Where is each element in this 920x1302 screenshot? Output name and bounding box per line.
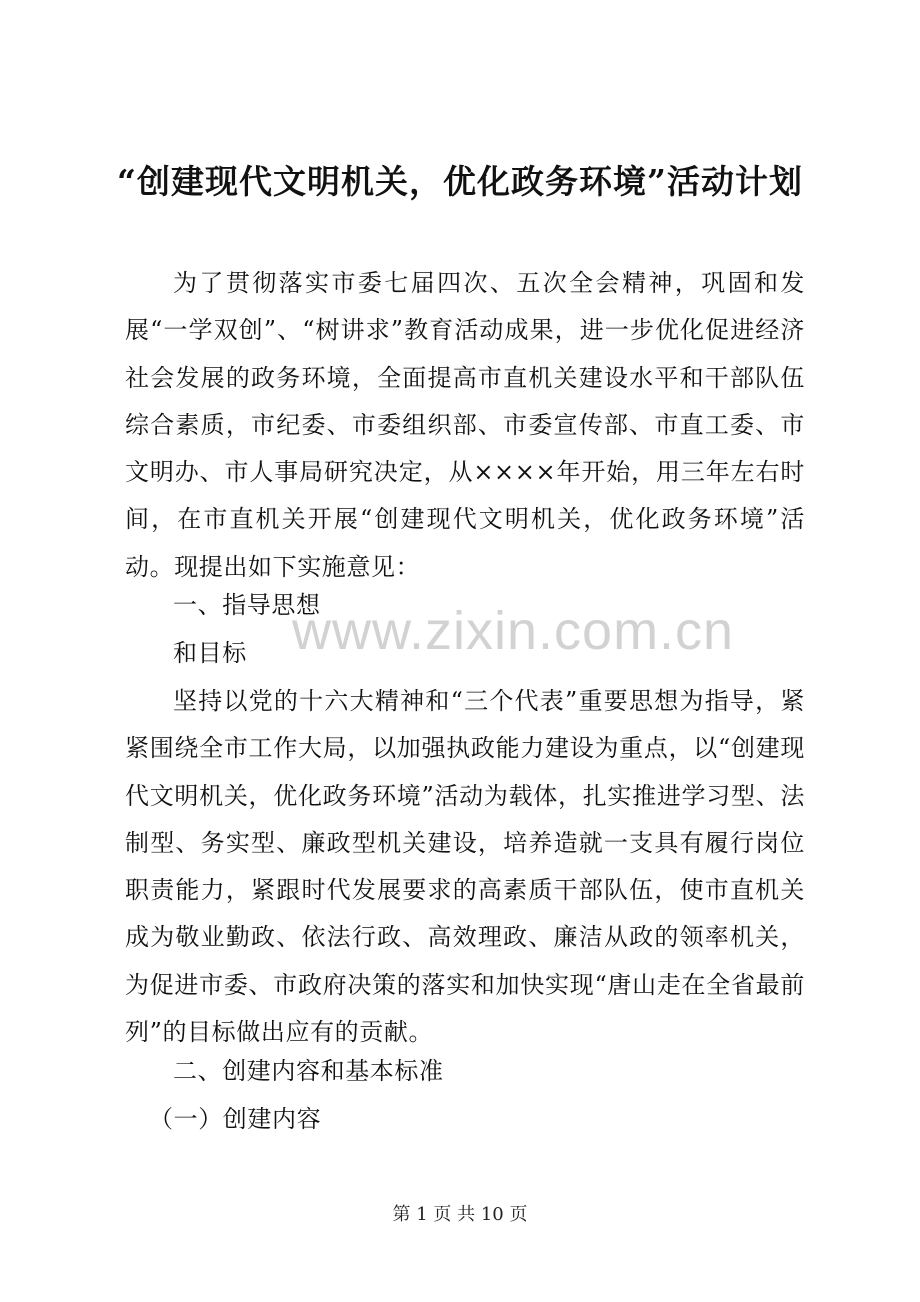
subsection-heading-1: （一）创建内容 [149, 1105, 322, 1133]
document-title: “创建现代文明机关，优化政务环境”活动计划 [117, 162, 803, 201]
watermark: www.zixin.com.cn [292, 601, 735, 661]
section-heading-2: 二、创建内容和基本标准 [173, 1057, 444, 1085]
guiding-paragraph: 坚持以党的十六大精神和“三个代表”重要思想为指导，紧紧围绕全市工作大局，以加强执政能力建设为重点，以“创建现代文明机关，优化政务环境”活动为载体，扎实推进学习型、法制型、务实型、廉政型机关建设，培养造就一支具有履行岗位职责能力，紧跟时代发展要求的高素质干部队伍，使市直机关成为敬业勤政、依法行政、高效理政、廉洁从政的领率机关，为促进市委、市政府决策的落实和加快实现“唐山走在全省最前列”的目标做出应有的贡献。 [125, 687, 805, 1047]
page-footer: 第 1 页 共 10 页 [392, 1204, 528, 1225]
section-heading-1-continued: 和目标 [173, 639, 247, 667]
section-heading-1: 一、指导思想 [173, 591, 321, 619]
intro-paragraph: 为了贯彻落实市委七届四次、五次全会精神，巩固和发展“一学双创”、“树讲求”教育活动成果，进一步优化促进经济社会发展的政务环境，全面提高市直机关建设水平和干部队伍综合素质，市纪委、市委组织部、市委宣传部、市直工委、市文明办、市人事局研究决定，从××××年开始，用三年左右时间，在市直机关开展“创建现代文明机关，优化政务环境”活动。现提出如下实施意见： [125, 269, 805, 581]
